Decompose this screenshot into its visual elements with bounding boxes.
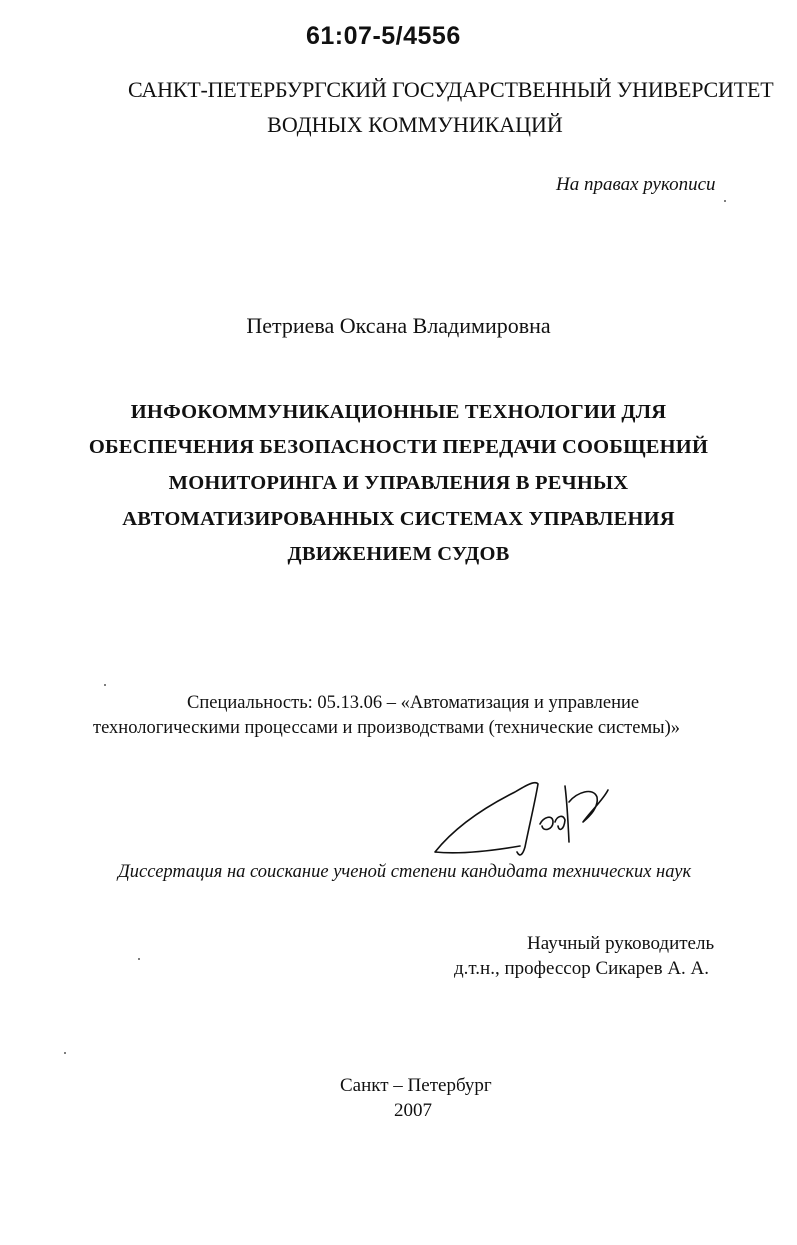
manuscript-rights-note: На правах рукописи [556,174,716,195]
specialty-line2: технологическими процессами и производствами (технические системы)» [93,718,680,738]
title-line: АВТОМАТИЗИРОВАННЫХ СИСТЕМАХ УПРАВЛЕНИЯ [122,508,675,530]
year: 2007 [394,1100,432,1121]
specialty-line1: Специальность: 05.13.06 – «Автоматизация и управление [187,693,640,713]
scan-speck [64,1052,66,1054]
title-line: ОБЕСПЕЧЕНИЯ БЕЗОПАСНОСТИ ПЕРЕДАЧИ СООБЩЕНИЙ [88,436,709,458]
title-line: МОНИТОРИНГА И УПРАВЛЕНИЯ В РЕЧНЫХ [168,472,629,494]
university-name-line2: ВОДНЫХ КОММУНИКАЦИЙ [267,112,563,137]
scan-speck [724,200,726,202]
author-name: Петриева Оксана Владимировна [246,313,551,338]
supervisor-name: д.т.н., профессор Сикарев А. А. [454,958,710,979]
handwritten-signature [425,772,625,872]
dissertation-degree-note: Диссертация на соискание ученой степени кандидата технических наук [118,862,692,882]
scan-speck [104,684,106,686]
university-name-line1: САНКТ-ПЕТЕРБУРГСКИЙ ГОСУДАРСТВЕННЫЙ УНИВЕРСИТЕТ [128,77,774,102]
title-line: ИНФОКОММУНИКАЦИОННЫЕ ТЕХНОЛОГИИ ДЛЯ [130,401,667,423]
registry-code: 61:07-5/4556 [306,22,461,50]
scan-speck [138,958,140,960]
title-line: ДВИЖЕНИЕМ СУДОВ [287,543,510,565]
supervisor-label: Научный руководитель [527,933,715,954]
city: Санкт – Петербург [340,1075,492,1096]
